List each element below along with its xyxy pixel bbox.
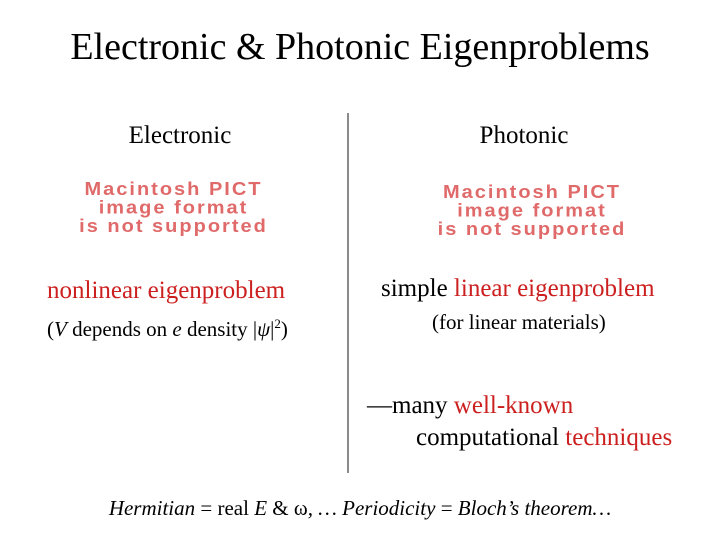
- photonic-note-line1: [367, 391, 573, 421]
- photonic-note-line2: [416, 423, 672, 453]
- slide-title: Electronic & Photonic Eigenproblems: [70, 26, 650, 68]
- text-segment: —many: [367, 392, 454, 419]
- placeholder-line: Macintosh PICT: [442, 182, 621, 203]
- paren-close: ): [280, 317, 288, 341]
- energy-symbol: E: [254, 496, 268, 520]
- highlight-text: well-known: [453, 392, 574, 419]
- photonic-heading: Photonic: [479, 122, 569, 149]
- placeholder-line: Macintosh PICT: [84, 179, 263, 200]
- electron-symbol: e: [172, 317, 182, 341]
- exponent: 2: [274, 316, 281, 331]
- electronic-heading: Electronic: [128, 122, 232, 149]
- text-segment: =: [435, 496, 458, 520]
- text-segment: |: [270, 317, 275, 341]
- text-segment: = real: [195, 496, 255, 520]
- text-segment: &: [267, 496, 294, 520]
- placeholder-line: is not supported: [79, 216, 268, 237]
- highlight-text: linear eigenproblem: [453, 275, 655, 302]
- text-segment: , … Periodicity: [307, 496, 436, 520]
- text-segment: computational: [416, 424, 566, 451]
- electronic-image-placeholder: [6, 180, 341, 235]
- photonic-desc-line2: (for linear materials): [432, 310, 606, 334]
- photonic-image-placeholder: [362, 183, 702, 238]
- potential-symbol: V: [54, 317, 67, 341]
- psi-symbol: ψ: [257, 317, 271, 341]
- placeholder-line: is not supported: [437, 219, 627, 240]
- placeholder-line: image format: [457, 200, 607, 222]
- electronic-desc-line1: nonlinear eigenproblem: [47, 277, 286, 304]
- photonic-desc-line1: [381, 274, 655, 304]
- text-segment: Hermitian: [108, 496, 196, 520]
- column-divider: [347, 113, 349, 473]
- paren-open: (: [47, 317, 54, 341]
- text-segment: depends on: [66, 317, 173, 341]
- footer-summary: [0, 494, 720, 522]
- highlight-text: techniques: [565, 424, 673, 451]
- placeholder-line: image format: [98, 197, 249, 219]
- text-segment: simple: [381, 275, 454, 302]
- text-segment: Bloch’s theorem…: [457, 496, 612, 520]
- electronic-desc-line2: [47, 311, 288, 342]
- omega-symbol: ω: [293, 496, 308, 520]
- text-segment: density |: [181, 317, 258, 341]
